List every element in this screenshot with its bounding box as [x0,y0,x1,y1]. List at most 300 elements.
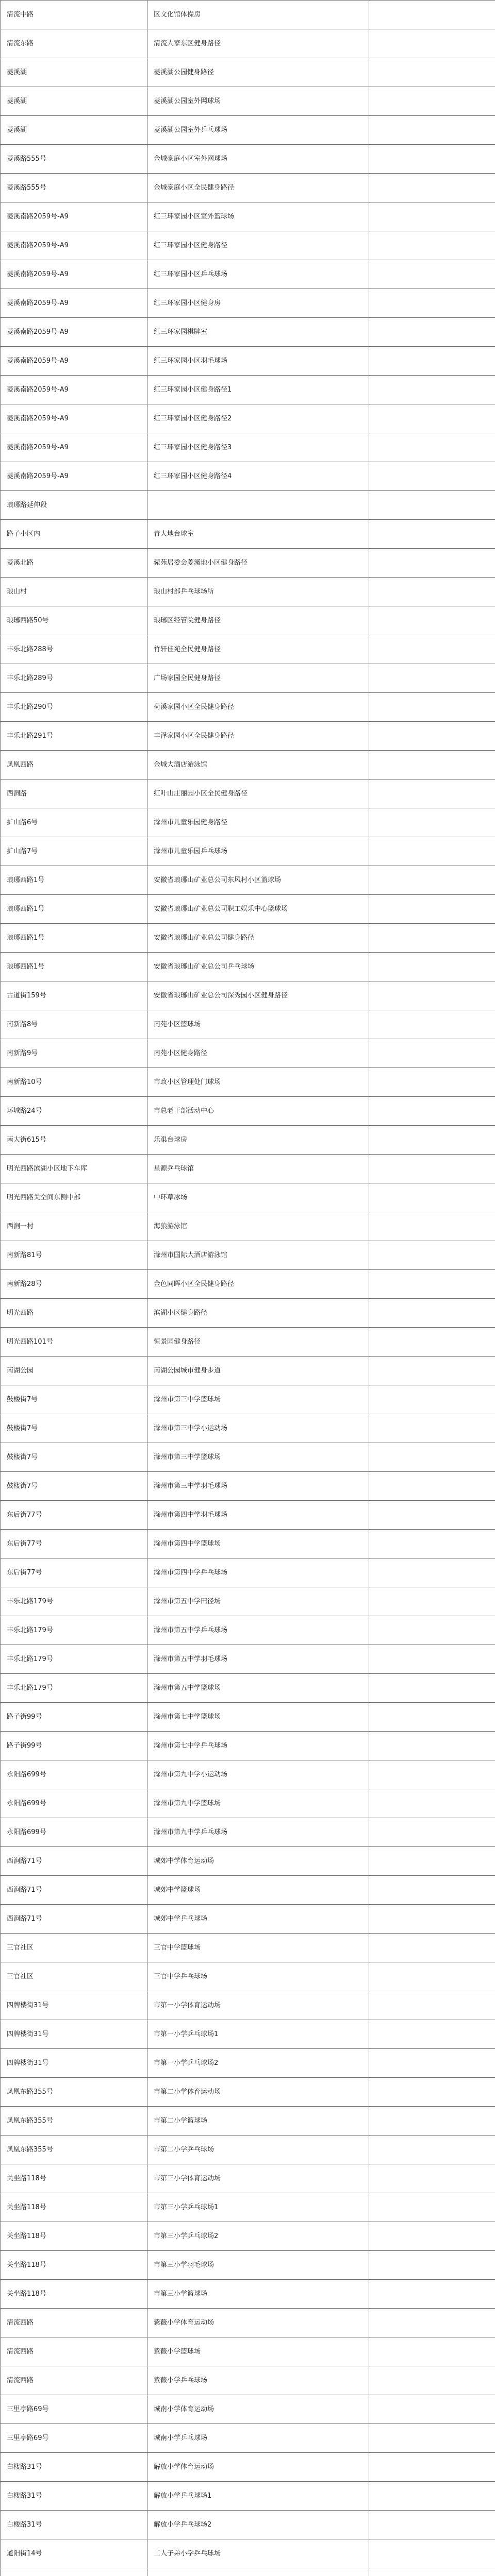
venue-name-cell: 紫薇小学乒乓球场 [147,2366,369,2395]
venue-name-cell: 红叶山庄丽园小区全民健身路径 [147,779,369,808]
address-cell: 鼓楼街7号 [1,1443,147,1472]
empty-cell [369,404,495,433]
table-row [1,2482,495,2511]
venue-name-cell: 红三环家园小区室外篮球场 [147,202,369,231]
address-cell: 明光西路关空间东侧中部 [1,1183,147,1212]
address-cell: 清流中路 [1,1,147,29]
venue-name-cell: 恒景园健身路径 [147,1328,369,1357]
address-cell: 明光西路滨湖小区地下车库 [1,1155,147,1183]
venue-name-cell: 青大地台球室 [147,520,369,549]
table-row [1,1847,495,1876]
venue-name-cell: 城郊中学篮球场 [147,1876,369,1905]
table-row [1,1472,495,1501]
address-cell: 菱溪南路2059号-A9 [1,376,147,404]
venue-name-cell: 红三环家园小区健身房 [147,289,369,318]
empty-cell [369,1357,495,1385]
table-row [1,1241,495,1270]
address-cell: 明光西路 [1,1299,147,1328]
table-row [1,87,495,116]
address-cell: 鼓楼街7号 [1,1472,147,1501]
empty-cell [369,1385,495,1414]
table-row [1,1530,495,1558]
venue-name-cell: 市总老干部活动中心 [147,1097,369,1126]
venue-name-cell: 安徽省琅琊山矿业总公司东风村小区篮球场 [147,866,369,895]
address-cell: 南大街615号 [1,1126,147,1155]
address-cell: 南新路28号 [1,1270,147,1299]
venue-name-cell: 滁州市第七中学乒乓球场 [147,1732,369,1760]
empty-cell [369,2251,495,2280]
address-cell: 琅琊路延伸段 [1,491,147,520]
address-cell: 白楼路31号 [1,2453,147,2482]
empty-cell [369,1991,495,2020]
venue-name-cell: 市第三小学乒乓球场1 [147,2193,369,2222]
table-row [1,1703,495,1732]
venue-table-body [1,1,495,2576]
venue-name-cell: 菀苑居委会菱溪地小区健身路径 [147,549,369,578]
empty-cell [369,1934,495,1962]
empty-cell [369,2366,495,2395]
empty-cell [369,2049,495,2078]
venue-name-cell: 滁州市第九中学篮球场 [147,1789,369,1818]
empty-cell [369,1414,495,1443]
table-row [1,231,495,260]
table-row [1,174,495,202]
table-row [1,520,495,549]
venue-name-cell: 滁州市第四中学羽毛球场 [147,1501,369,1530]
venue-name-cell: 清流人家东区健身路径 [147,29,369,58]
table-row [1,1616,495,1645]
address-cell: 菱溪南路2059号-A9 [1,347,147,376]
address-cell: 鼓楼街7号 [1,1414,147,1443]
address-cell: 白楼路31号 [1,2482,147,2511]
table-row [1,1443,495,1472]
table-row [1,1789,495,1818]
address-cell: 清流西路 [1,2366,147,2395]
venue-name-cell: 市第三小学体育运动场 [147,2164,369,2193]
empty-cell [369,1732,495,1760]
empty-cell [369,895,495,924]
empty-cell [369,260,495,289]
venue-name-cell: 城南小学体育运动场 [147,2395,369,2424]
empty-cell [369,1183,495,1212]
address-cell: 西涧一村 [1,1212,147,1241]
table-row [1,2280,495,2309]
table-row [1,2078,495,2107]
table-row [1,866,495,895]
table-row [1,1414,495,1443]
table-row [1,347,495,376]
table-row [1,1962,495,1991]
empty-cell [369,1212,495,1241]
empty-cell [369,1818,495,1847]
venue-name-cell: 市第二小学体育运动场 [147,2078,369,2107]
table-row [1,1126,495,1155]
empty-cell [369,1097,495,1126]
table-row [1,2136,495,2164]
empty-cell [369,549,495,578]
table-row [1,1587,495,1616]
empty-cell [369,1587,495,1616]
venue-name-cell: 金城大酒店游泳馆 [147,751,369,779]
empty-cell [369,722,495,751]
venue-name-cell: 市政小区管理处门球场 [147,1068,369,1097]
empty-cell [369,1241,495,1270]
table-row [1,2309,495,2337]
table-row [1,1558,495,1587]
address-cell: 西涧路71号 [1,1905,147,1934]
empty-cell [369,1876,495,1905]
table-row [1,808,495,837]
venue-name-cell: 滁州市第三中学篮球场 [147,1385,369,1414]
table-row [1,981,495,1010]
table-row [1,2020,495,2049]
address-cell: 菱溪湖 [1,87,147,116]
table-row [1,29,495,58]
table-row [1,145,495,174]
address-cell: 丰乐北路290号 [1,693,147,722]
empty-cell [369,1126,495,1155]
address-cell: 菱溪南路2059号-A9 [1,231,147,260]
table-row [1,404,495,433]
venue-name-cell: 星源乒乓球馆 [147,1155,369,1183]
venue-name-cell: 城南小学乒乓球场 [147,2424,369,2453]
address-cell: 清流东路 [1,29,147,58]
venue-name-cell: 安徽省琅琊山矿业总公司健身路径 [147,924,369,953]
table-row [1,1270,495,1299]
table-row [1,58,495,87]
address-cell: 四牌楼街31号 [1,2020,147,2049]
empty-cell [369,664,495,693]
address-cell: 琅琊西路1号 [1,924,147,953]
venue-name-cell: 市第一小学乒乓球场2 [147,2049,369,2078]
venue-name-cell: 市第一小学乒乓球场1 [147,2020,369,2049]
table-row [1,549,495,578]
table-row [1,433,495,462]
address-cell: 关坐路118号 [1,2164,147,2193]
address-cell: 南湖公园 [1,1357,147,1385]
address-cell: 白楼路31号 [1,2511,147,2539]
empty-cell [369,2511,495,2539]
address-cell: 四牌楼街31号 [1,1991,147,2020]
empty-cell [369,1443,495,1472]
empty-cell [369,2424,495,2453]
address-cell: 南新路10号 [1,1068,147,1097]
venue-name-cell: 中环草冰场 [147,1183,369,1212]
table-row [1,1732,495,1760]
address-cell: 丰乐北路289号 [1,664,147,693]
empty-cell [369,1847,495,1876]
venue-name-cell: 琅琊区经管院健身路径 [147,606,369,635]
table-row [1,2453,495,2482]
table-row [1,895,495,924]
empty-cell [369,1530,495,1558]
table-row [1,1183,495,1212]
table-row [1,924,495,953]
venue-name-cell: 市第三小学篮球场 [147,2280,369,2309]
address-cell: 丰乐北路179号 [1,1616,147,1645]
venue-name-cell: 金色同晖小区全民健身路径 [147,1270,369,1299]
empty-cell [369,202,495,231]
venue-name-cell: 工人子弟小学乒乓球场 [147,2539,369,2568]
table-row [1,2164,495,2193]
address-cell: 西涧路71号 [1,1847,147,1876]
empty-cell [369,347,495,376]
address-cell: 关坐路118号 [1,2251,147,2280]
table-row [1,1328,495,1357]
table-row [1,2539,495,2568]
empty-cell [369,433,495,462]
address-cell: 路子小区内 [1,520,147,549]
empty-cell [369,174,495,202]
empty-cell [369,1645,495,1674]
table-row [1,318,495,347]
empty-cell [369,289,495,318]
venue-name-cell: 南湖公园城市健身步道 [147,1357,369,1385]
empty-cell [369,578,495,606]
table-row [1,1155,495,1183]
empty-cell [369,491,495,520]
empty-cell [369,751,495,779]
address-cell: 南新路9号 [1,1039,147,1068]
venue-name-cell: 菱溪湖公园健身路径 [147,58,369,87]
table-row [1,260,495,289]
table-row [1,1501,495,1530]
empty-cell [369,606,495,635]
venue-name-cell: 解放小学乒乓球场1 [147,2482,369,2511]
empty-cell [369,866,495,895]
address-cell: 南新路8号 [1,1010,147,1039]
venue-name-cell: 三官中学篮球场 [147,1934,369,1962]
empty-cell [369,520,495,549]
address-cell: 凤凰东路355号 [1,2107,147,2136]
empty-cell [369,2107,495,2136]
address-cell: 菱溪湖 [1,58,147,87]
empty-cell [369,1472,495,1501]
empty-cell [369,1010,495,1039]
address-cell: 东后街77号 [1,1558,147,1587]
empty-cell [369,1270,495,1299]
address-cell: 扩山路6号 [1,808,147,837]
table-row [1,202,495,231]
venue-name-cell: 紫薇小学篮球场 [147,2337,369,2366]
address-cell: 扩山路7号 [1,837,147,866]
venue-name-cell: 紫薇小学体育运动场 [147,2309,369,2337]
address-cell: 菱溪南路2059号-A9 [1,433,147,462]
table-row [1,1385,495,1414]
table-row [1,2395,495,2424]
venue-name-cell: 滁州市儿童乐园健身路径 [147,808,369,837]
empty-cell [369,981,495,1010]
table-row [1,722,495,751]
address-cell: 三官社区 [1,1934,147,1962]
empty-cell [369,2309,495,2337]
table-row [1,2222,495,2251]
table-row [1,2568,495,2576]
venue-name-cell: 滁州市国际大酒店游泳馆 [147,1241,369,1270]
address-cell: 丰乐北路288号 [1,635,147,664]
empty-cell [369,2222,495,2251]
table-row [1,1905,495,1934]
empty-cell [369,2020,495,2049]
empty-cell [369,1501,495,1530]
address-cell: 琅山村 [1,578,147,606]
venue-name-cell: 安徽省琅琊山矿业总公司乒乓球场 [147,953,369,981]
address-cell: 丰乐北路179号 [1,1645,147,1674]
table-row [1,2366,495,2395]
empty-cell [369,1068,495,1097]
venue-name-cell: 滁州市第五中学乒乓球场 [147,1616,369,1645]
address-cell: 道阳街14号 [1,2539,147,2568]
empty-cell [369,2539,495,2568]
empty-cell [369,231,495,260]
empty-cell [369,462,495,491]
venue-name-cell: 滁州市第五中学羽毛球场 [147,1645,369,1674]
venue-name-cell: 滁州市第三中学篮球场 [147,1443,369,1472]
table-row [1,1645,495,1674]
empty-cell [369,1616,495,1645]
empty-cell [369,1039,495,1068]
empty-cell [369,87,495,116]
venue-name-cell: 金城豪庭小区全民健身路径 [147,174,369,202]
venue-name-cell: 滁州市第五中学田径场 [147,1587,369,1616]
empty-cell [369,1558,495,1587]
address-cell: 菱溪南路2059号-A9 [1,404,147,433]
empty-cell [369,1,495,29]
table-row [1,2049,495,2078]
venue-name-cell: 滨湖小区健身路径 [147,1299,369,1328]
table-row [1,2337,495,2366]
address-cell: 菱溪南路2059号-A9 [1,289,147,318]
address-cell: 琅琊西路1号 [1,895,147,924]
venue-name-cell: 市第三小学羽毛球场 [147,2251,369,2280]
venue-name-cell: 丰泽家园小区全民健身路径 [147,722,369,751]
address-cell: 凤凰东路355号 [1,2078,147,2107]
empty-cell [369,2078,495,2107]
address-cell: 琅琊西路50号 [1,606,147,635]
venue-name-cell [147,491,369,520]
venue-name-cell: 琅山村部乒乓球场所 [147,578,369,606]
empty-cell [369,1962,495,1991]
venue-name-cell: 红三环家园小区健身路径1 [147,376,369,404]
table-row [1,578,495,606]
venue-name-cell: 滁州市第三中学小运动场 [147,1414,369,1443]
table-row [1,1,495,29]
address-cell: 琅琊西路1号 [1,866,147,895]
venue-name-cell: 解放小学体育运动场 [147,2453,369,2482]
address-cell: 菱溪路555号 [1,145,147,174]
empty-cell [369,2193,495,2222]
venue-name-cell: 红三环家园小区乒乓球场 [147,260,369,289]
empty-cell [369,2568,495,2576]
table-row [1,116,495,145]
venue-name-cell: 红三环家园棋牌室 [147,318,369,347]
address-cell: 环城路24号 [1,1097,147,1126]
table-row [1,2424,495,2453]
venue-name-cell: 南苑小区篮球场 [147,1010,369,1039]
venue-name-cell: 城郊中学乒乓球场 [147,1905,369,1934]
table-row [1,2511,495,2539]
empty-cell [369,2482,495,2511]
venue-name-cell: 红三环家园小区健身路径 [147,231,369,260]
address-cell: 三官社区 [1,1962,147,1991]
table-row [1,1934,495,1962]
table-row [1,1039,495,1068]
empty-cell [369,1789,495,1818]
empty-cell [369,635,495,664]
address-cell: 永阳路699号 [1,1818,147,1847]
address-cell: 凤凰东路355号 [1,2136,147,2164]
table-row [1,2251,495,2280]
address-cell: 丰乐北路179号 [1,1587,147,1616]
table-row [1,635,495,664]
empty-cell [369,58,495,87]
address-cell: 菱溪南路2059号-A9 [1,318,147,347]
venue-name-cell: 滁州市第五中学篮球场 [147,1674,369,1703]
empty-cell [369,376,495,404]
empty-cell [369,1155,495,1183]
address-cell: 清流西路 [1,2337,147,2366]
venue-name-cell: 市第二小学篮球场 [147,2107,369,2136]
venue-name-cell: 广场家园全民健身路径 [147,664,369,693]
venue-name-cell: 滁州市第七中学篮球场 [147,1703,369,1732]
venue-name-cell: 滁州市第九中学小运动场 [147,1760,369,1789]
venue-name-cell: 市第一小学体育运动场 [147,1991,369,2020]
address-cell: 关坐路118号 [1,2280,147,2309]
address-cell [1,2568,147,2576]
address-cell: 永阳路699号 [1,1760,147,1789]
table-row [1,289,495,318]
venue-name-cell: 乐巢台球房 [147,1126,369,1155]
address-cell: 永阳路699号 [1,1789,147,1818]
address-cell: 菱溪湖 [1,116,147,145]
table-row [1,2107,495,2136]
table-row [1,751,495,779]
address-cell: 三里亭路69号 [1,2424,147,2453]
venue-name-cell: 菱溪湖公园室外网球场 [147,87,369,116]
venue-name-cell: 红三环家园小区羽毛球场 [147,347,369,376]
venue-name-cell: 红三环家园小区健身路径3 [147,433,369,462]
address-cell: 东后街77号 [1,1501,147,1530]
table-row [1,376,495,404]
table-row [1,953,495,981]
venue-name-cell: 滁州市第四中学乒乓球场 [147,1558,369,1587]
table-row [1,491,495,520]
empty-cell [369,1703,495,1732]
venue-name-cell: 红三环家园小区健身路径2 [147,404,369,433]
address-cell: 南新路81号 [1,1241,147,1270]
empty-cell [369,1674,495,1703]
venue-name-cell: 红三环家园小区健身路径4 [147,462,369,491]
empty-cell [369,1760,495,1789]
empty-cell [369,2136,495,2164]
table-row [1,1068,495,1097]
empty-cell [369,2337,495,2366]
table-row [1,1760,495,1789]
address-cell: 鼓楼街7号 [1,1385,147,1414]
table-row [1,462,495,491]
address-cell: 菱溪路555号 [1,174,147,202]
empty-cell [369,116,495,145]
table-row [1,664,495,693]
table-row [1,1991,495,2020]
address-cell: 西涧路 [1,779,147,808]
venue-name-cell: 滁州市儿童乐园乒乓球场 [147,837,369,866]
address-cell: 关坐路118号 [1,2193,147,2222]
venue-name-cell: 区文化馆体操房 [147,1,369,29]
empty-cell [369,837,495,866]
address-cell: 明光西路101号 [1,1328,147,1357]
venue-name-cell: 解放小学乒乓球场2 [147,2511,369,2539]
